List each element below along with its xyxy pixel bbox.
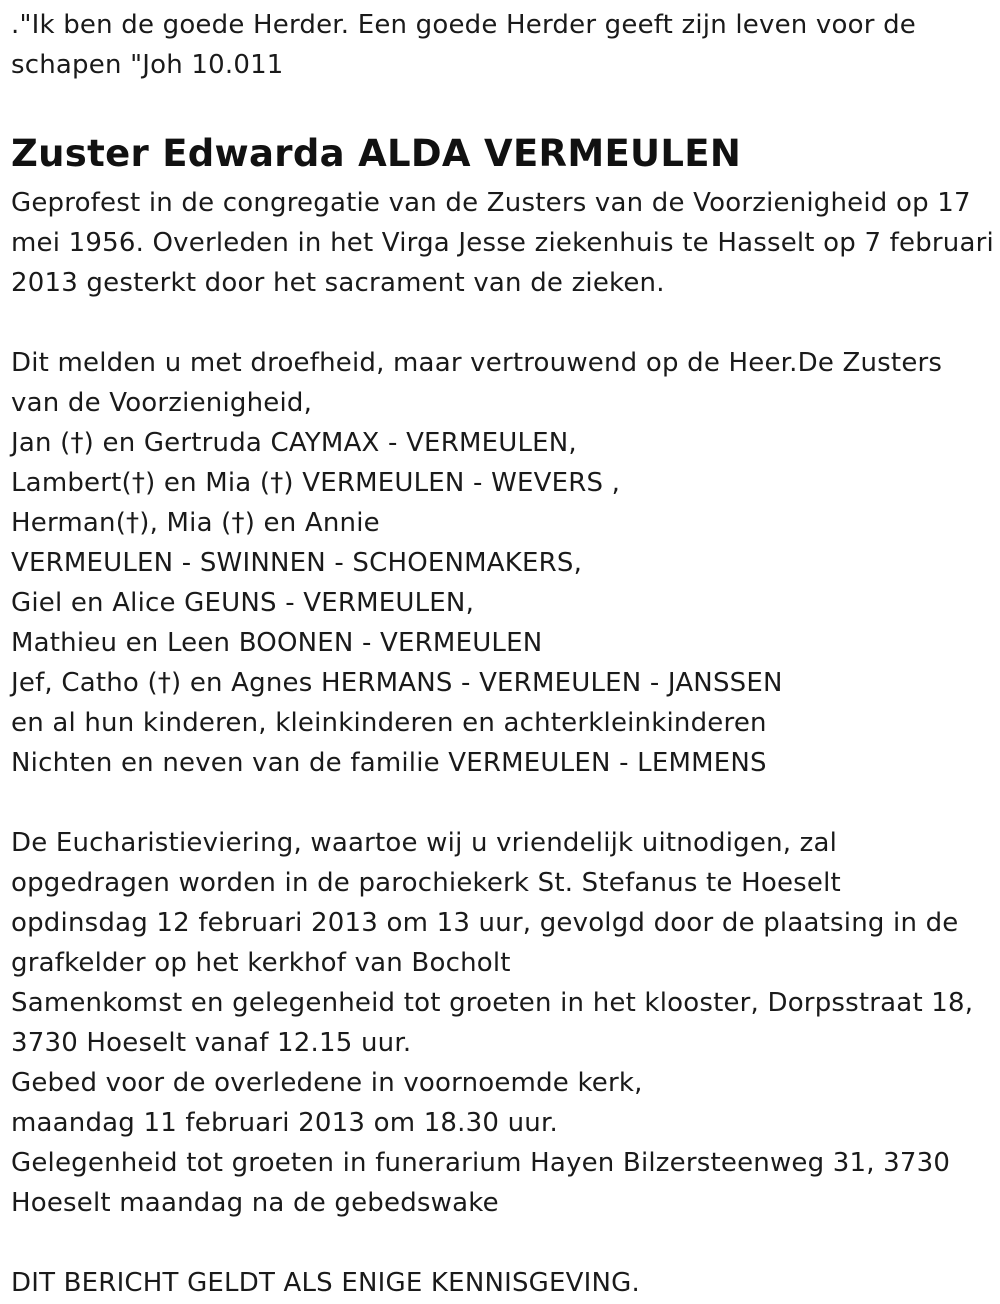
family-line: Nichten en neven van de familie VERMEULEN - LEMMENS [11,748,767,778]
family-line: Mathieu en Leen BOONEN - VERMEULEN [11,628,543,658]
family-line: Lambert(†) en Mia (†) VERMEULEN - WEVERS , [11,468,621,498]
ceremony-line: 3730 Hoeselt vanaf 12.15 uur. [11,1028,412,1058]
profession-paragraph [11,183,994,303]
ceremony-line: maandag 11 februari 2013 om 18.30 uur. [11,1108,558,1138]
profession-line: mei 1956. Overleden in het Virga Jesse ziekenhuis te Hasselt op 7 februari [11,228,994,258]
bible-quote [11,5,991,85]
family-line: Dit melden u met droefheid, maar vertrouwend op de Heer.De Zusters [11,348,943,378]
ceremony-line: Gebed voor de overledene in voornoemde kerk, [11,1068,643,1098]
quote-line: ."Ik ben de goede Herder. Een goede Herder geeft zijn leven voor de [11,10,916,40]
ceremony-line: grafkelder op het kerkhof van Bocholt [11,948,511,978]
obituary-document [11,0,994,1303]
ceremony-details [11,823,991,1223]
family-line: Giel en Alice GEUNS - VERMEULEN, [11,588,475,618]
family-line: Jan (†) en Gertruda CAYMAX - VERMEULEN, [11,428,577,458]
deceased-name: Zuster Edwarda ALDA VERMEULEN [11,132,742,175]
family-line: en al hun kinderen, kleinkinderen en achterkleinkinderen [11,708,767,738]
family-announcement [11,343,991,783]
profession-line: Geprofest in de congregatie van de Zusters van de Voorzienigheid op 17 [11,188,971,218]
quote-line: schapen "Joh 10.011 [11,50,284,80]
ceremony-line: opgedragen worden in de parochiekerk St. Stefanus te Hoeselt [11,868,841,898]
ceremony-line: Samenkomst en gelegenheid tot groeten in het klooster, Dorpsstraat 18, [11,988,974,1018]
family-line: VERMEULEN - SWINNEN - SCHOENMAKERS, [11,548,583,578]
family-line: Herman(†), Mia (†) en Annie [11,508,380,538]
ceremony-line: opdinsdag 12 februari 2013 om 13 uur, gevolgd door de plaatsing in de [11,908,959,938]
profession-line: 2013 gesterkt door het sacrament van de zieken. [11,268,665,298]
ceremony-line: De Eucharistieviering, waartoe wij u vriendelijk uitnodigen, zal [11,828,838,858]
notice-text: DIT BERICHT GELDT ALS ENIGE KENNISGEVING. [11,1268,640,1298]
family-line: Jef, Catho (†) en Agnes HERMANS - VERMEULEN - JANSSEN [11,668,783,698]
ceremony-line: Gelegenheid tot groeten in funerarium Hayen Bilzersteenweg 31, 3730 [11,1148,951,1178]
ceremony-line: Hoeselt maandag na de gebedswake [11,1188,499,1218]
family-line: van de Voorzienigheid, [11,388,313,418]
